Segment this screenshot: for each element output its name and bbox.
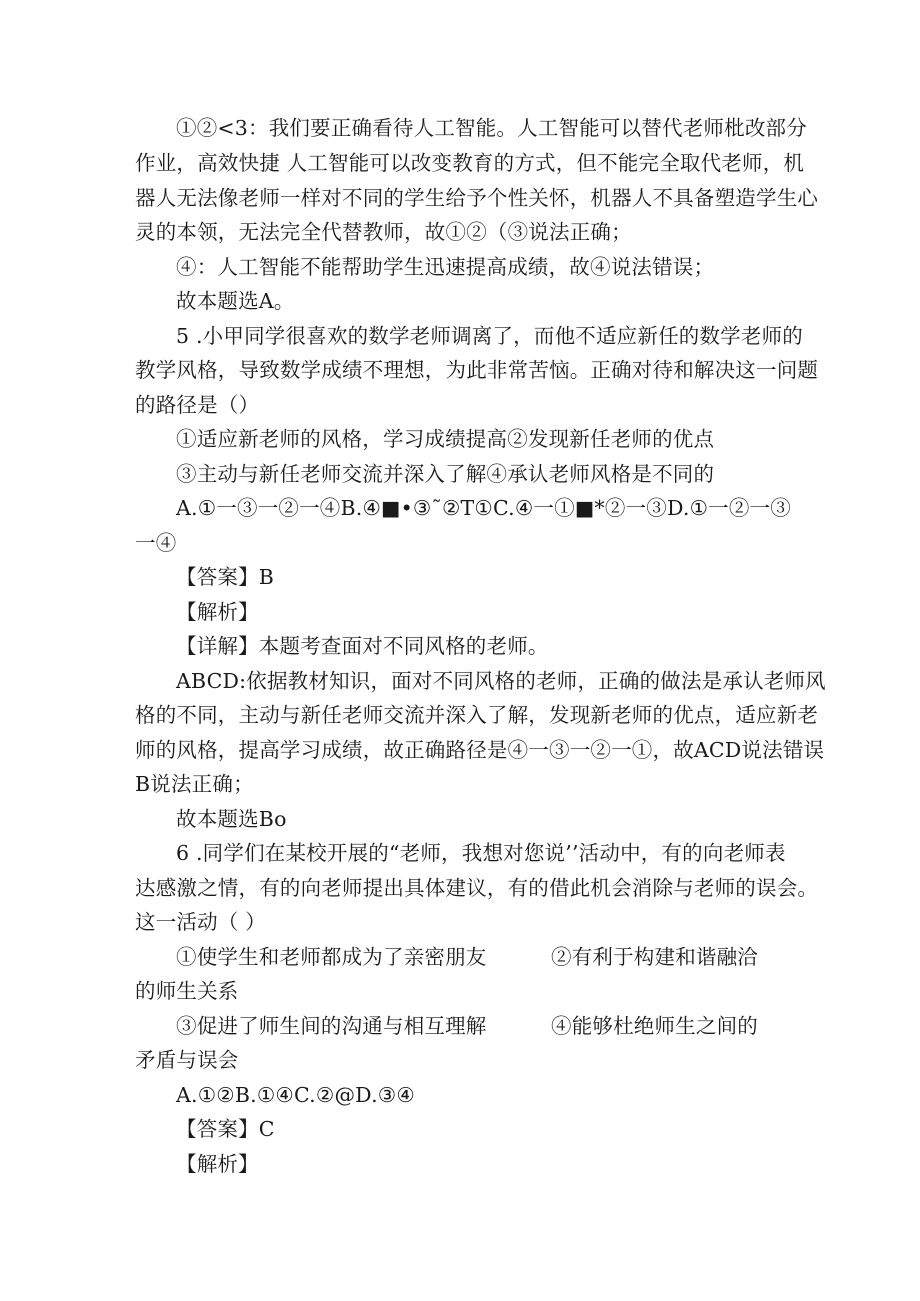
option-line: ①适应新老师的风格，学习成绩提高②发现新任老师的优点 [176,427,715,451]
text-line: 师的风格，提高学习成绩，故正确路径是④一③一②一①，故ACD说法错误 [135,738,825,762]
text-line: 故本题选Bo [176,807,287,831]
detail-label: 【详解】本题考查面对不同风格的老师。 [176,634,549,658]
text-line: 故本题选A。 [176,289,295,313]
option-line: ④能够杜绝师生之间的 [551,1014,758,1038]
text-line: 矛盾与误会 [135,1048,239,1072]
text-line: 达感激之情，有的向老师提出具体建议，有的借此机会消除与老师的误会。 [135,876,819,900]
text-line: 格的不同，主动与新任老师交流并深入了解，发现新老师的优点，适应新老 [135,703,819,727]
text-line: ABCD:依据教材知识，面对不同风格的老师，正确的做法是承认老师风 [176,669,826,693]
answer-label: 【答案】B [176,565,275,589]
text-line: ④：人工智能不能帮助学生迅速提高成绩，故④说法错误； [176,255,715,279]
choices-line: A.①一③一②一④B.④■•③˜②T①C.④一①■*②一③D.①一②一③ [176,496,791,520]
analysis-label: 【解析】 [176,1152,259,1176]
option-line: ②有利于构建和谐融洽 [551,945,758,969]
text-line: 一④ [135,531,177,555]
text-line: 的师生关系 [135,979,239,1003]
text-line: B说法正确； [135,772,254,796]
choices-line: A.①②B.①④C.②@D.③④ [176,1083,415,1107]
option-line: ①使学生和老师都成为了亲密朋友 [176,945,487,969]
question-5-stem: 5 .小甲同学很喜欢的数学老师调离了，而他不适应新任的数学老师的 [176,324,803,348]
question-6-stem: 6 .同学们在某校开展的“老师，我想对您说’’活动中，有的向老师表 [176,841,786,865]
answer-label: 【答案】C [176,1117,275,1141]
text-line: ①②<3：我们要正确看待人工智能。人工智能可以替代老师枇改部分 [176,116,807,140]
text-line: 作业，高效快捷 人工智能可以改变教育的方式，但不能完全取代老师，机 [135,151,805,175]
option-line: ③促进了师生间的沟通与相互理解 [176,1014,487,1038]
analysis-label: 【解析】 [176,600,259,624]
option-line: ③主动与新任老师交流并深入了解④承认老师风格是不同的 [176,462,715,486]
text-line: 器人无法像老师一样对不同的学生给予个性关怀，机器人不具备塑造学生心 [135,186,819,210]
text-line: 灵的本领，无法完全代替教师，故①②（③说法正确； [135,220,632,244]
text-line: 这一活动（ ） [135,910,266,934]
text-line: 教学风格，导致数学成绩不理想，为此非常苦恼。正确对待和解决这一问题 [135,358,819,382]
text-line: 的路径是（） [135,393,260,417]
